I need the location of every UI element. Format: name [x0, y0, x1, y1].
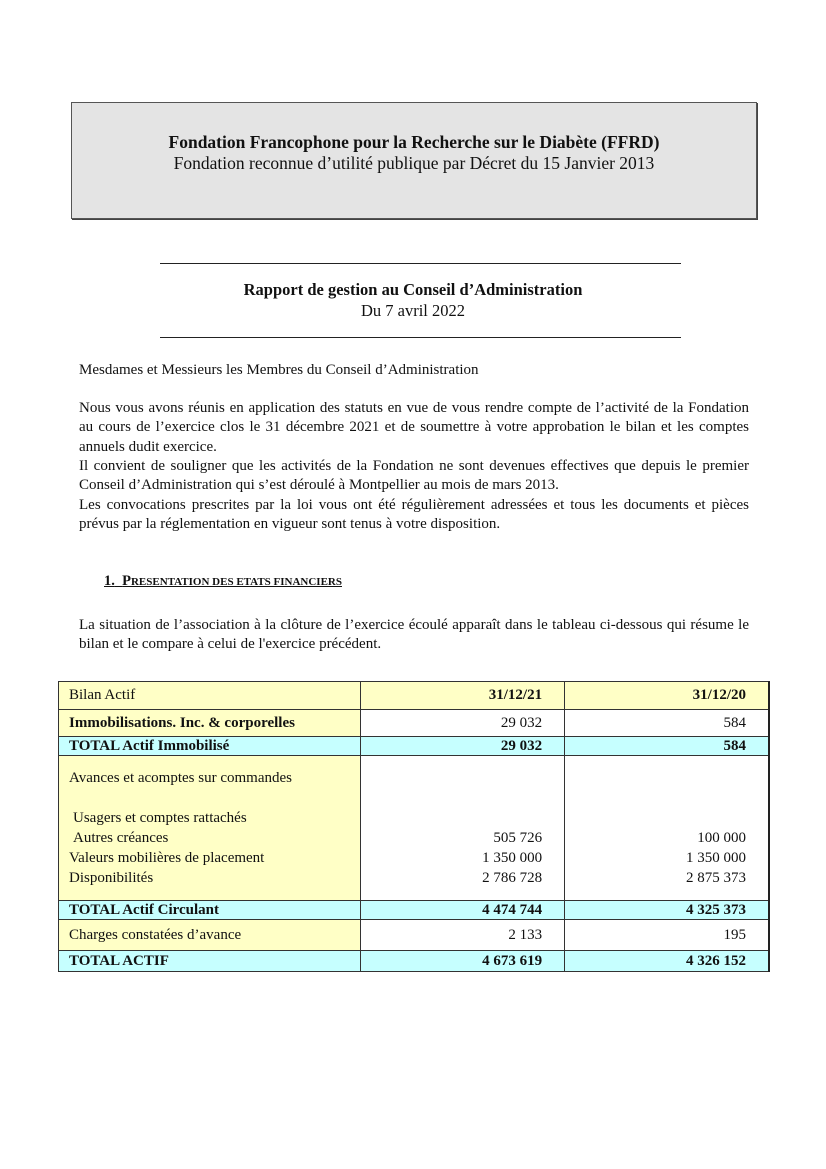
list-item: [575, 808, 746, 828]
table-header-row: [59, 682, 770, 710]
table-row-total: [59, 901, 770, 920]
section-title-initial: P: [122, 573, 131, 589]
title-rule-top: [160, 263, 681, 264]
header-col-2020: 31/12/20: [565, 682, 769, 710]
list-item: Autres créances: [73, 830, 169, 846]
row-value-2021: 29 032: [361, 710, 565, 737]
list-item: Avances et acomptes sur commandes: [69, 770, 292, 786]
list-item: [575, 768, 746, 788]
foundation-name: Fondation Francophone pour la Recherche sur le Diabète (FFRD): [168, 132, 660, 152]
row-label: TOTAL Actif Immobilisé: [59, 737, 361, 756]
table-row-total: [59, 737, 770, 756]
list-item: 100 000: [697, 830, 746, 846]
paragraph-1: Nous vous avons réunis en application des statuts en vue de vous rendre compte de l’activité de la Fondation au cours de l’exercice clos le 31 décembre 2021 et de soumettre à votre approbation le bilan et les comptes annuels dudit exercice.: [79, 400, 749, 455]
section-title-rest: RESENTATION DES ETATS FINANCIERS: [130, 576, 342, 588]
table-row-circulant: [59, 756, 770, 901]
list-item: 1 350 000: [482, 850, 543, 866]
row-label: TOTAL ACTIF: [59, 951, 361, 972]
list-item: Usagers et comptes rattachés: [73, 810, 247, 826]
table-row: [59, 920, 770, 951]
header-label: Bilan Actif: [59, 682, 361, 710]
table-row: [59, 710, 770, 737]
circulant-values-2021: [361, 756, 565, 901]
paragraph-2: Il convient de souligner que les activités de la Fondation ne sont devenues effectives que depuis le premier Conseil d’Administration qui s’est déroulé à Montpellier au mois de mars 2013.: [79, 458, 749, 494]
list-item: [575, 788, 746, 808]
section-number: 1.: [104, 573, 115, 589]
header-col-2021: 31/12/21: [361, 682, 565, 710]
list-item: 505 726: [493, 830, 543, 846]
list-item: 2 786 728: [482, 870, 543, 886]
row-value-2021: 4 474 744: [361, 901, 565, 920]
row-value-2021: 29 032: [361, 737, 565, 756]
bilan-actif-table: [58, 681, 770, 972]
paragraph-3: Les convocations prescrites par la loi vous ont été régulièrement adressées et tous les documents et pièces prévus par la réglementation en vigueur sont tenus à votre disposition.: [79, 497, 749, 533]
row-label: TOTAL Actif Circulant: [59, 901, 361, 920]
row-label: Charges constatées d’avance: [59, 920, 361, 951]
salutation: Mesdames et Messieurs les Membres du Conseil d’Administration: [79, 362, 479, 378]
list-item: [69, 788, 350, 808]
circulant-values-2020: [565, 756, 769, 901]
foundation-decree: Fondation reconnue d’utilité publique par Décret du 15 Janvier 2013: [173, 153, 655, 173]
row-value-2020: 584: [565, 710, 769, 737]
list-item: 2 875 373: [686, 870, 746, 886]
list-item: [371, 788, 542, 808]
report-date: Du 7 avril 2022: [360, 301, 466, 320]
title-rule-bottom: [160, 337, 681, 338]
row-value-2021: 4 673 619: [361, 951, 565, 972]
foundation-header-box: [71, 102, 757, 219]
list-item: Valeurs mobilières de placement: [69, 850, 265, 866]
report-title: Rapport de gestion au Conseil d’Administration: [243, 280, 583, 299]
section-intro: La situation de l’association à la clôture de l’exercice écoulé apparaît dans le tableau ci-dessous qui résume le bilan et le compare à celui de l'exercice précédent.: [79, 617, 749, 653]
list-item: [371, 808, 542, 828]
row-value-2021: 2 133: [361, 920, 565, 951]
circulant-labels: [59, 756, 361, 901]
row-value-2020: 195: [565, 920, 769, 951]
list-item: 1 350 000: [686, 850, 746, 866]
table-row-total-actif: [59, 951, 770, 972]
list-item: Disponibilités: [69, 870, 154, 886]
row-label: Immobilisations. Inc. & corporelles: [59, 710, 361, 737]
row-value-2020: 584: [565, 737, 769, 756]
list-item: [371, 768, 542, 788]
section-title: [104, 573, 342, 590]
row-value-2020: 4 326 152: [565, 951, 769, 972]
row-value-2020: 4 325 373: [565, 901, 769, 920]
